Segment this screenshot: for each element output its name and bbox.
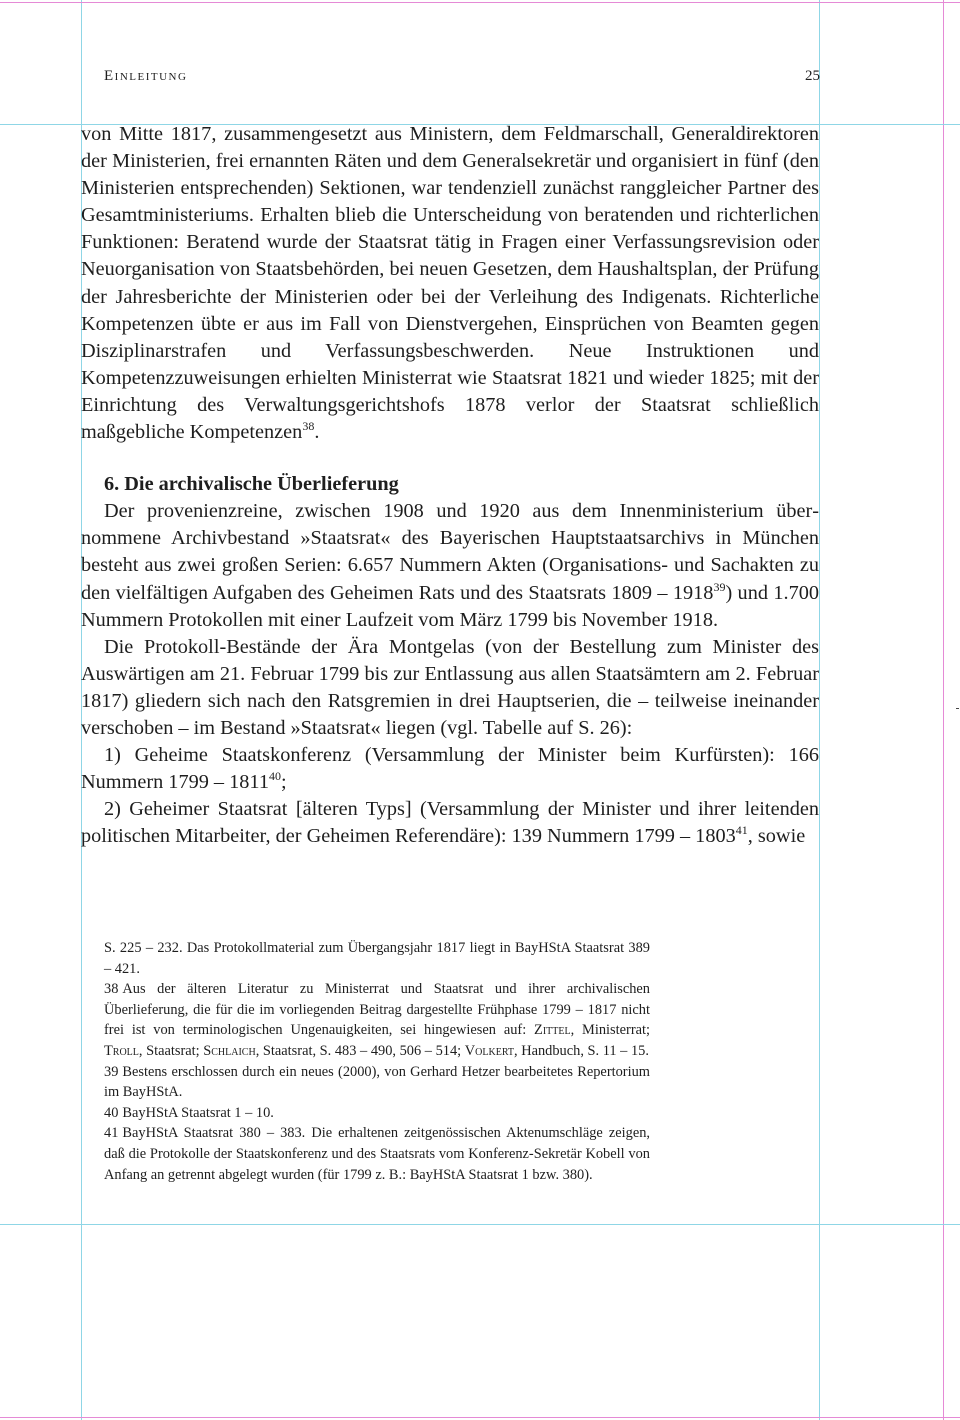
- section-heading: 6. Die archivalische Überlieferung: [104, 473, 399, 496]
- main-text: [81, 121, 819, 850]
- body-paragraph: Die Protokoll-Bestände der Ära Montgelas (von der Bestellung zum Minister des Auswärtigen am 21. Februar 1799 bis zur Entlassung aus allen Staatsämtern am 2. Februar 1817) gliedern sich nach den Ratsgremien in drei Hauptserien, die – teilweise ineinander verschoben – im Bestand »Staatsrat« liegen (vgl. Tabelle auf S. 26):: [81, 635, 819, 739]
- footnotes: [104, 938, 650, 1185]
- body-paragraph: von Mitte 1817, zusammengesetzt aus Ministern, dem Feldmarschall, Generaldirektoren der Ministerien, frei ernannten Räten und dem Generalsekretär und organisiert in fünf (den Ministerien entsprechenden) Sektionen, war tendenziell zunächst ranggleicher Partner des Gesamtministeriums. Erhalten blieb die Unterscheidung von beratenden und richterlichen Funktionen: Beratend wurde der Staatsrat tätig in Fragen einer Verfassungsrevision oder Neuorganisation von Staatsbehörden, bei neuen Gesetzen, dem Haushaltsplan, der Prüfung der Jahresberichte der Ministerien oder bei der Verleihung des Indigenats. Richterliche Kompetenzen übte er aus im Fall von Dienstvergehen, Einsprüchen von Beamten gegen Disziplinarstrafen und Verfassungsbeschwerden. Neue Instruktionen und Kompetenzzuweisungen erhielten Ministerrat wie Staatsrat 1821 und wieder 1825; mit der Einrichtung des Verwaltungsgerichtshofs 1878 verlor der Staatsrat schließlich maßgebliche Kompetenzen$^{38}$.: [81, 123, 819, 444]
- page-top-edge: [0, 2, 960, 3]
- footnote-41: 41 BayHStA Staatsrat 380 – 383. Die erhaltenen zeitgenössischen Aktenumschläge zeigen, daß die Protokolle der Staatskonferenz und des Staatsrats vom Konferenz-Sekretär Kobell von Anfang an getrennt abgelegt wurden (für 1799 z. B.: BayHStA Staatsrat 1 bzw. 380).: [104, 1125, 650, 1183]
- page-bottom-edge: [0, 1417, 960, 1418]
- footnote-ref-39[interactable]: 39: [713, 579, 726, 594]
- body-paragraph: Der provenienzreine, zwischen 1908 und 1920 aus dem Innenministerium übernommene Archivbestand »Staatsrat« des Bayerischen Hauptstaatsarchivs in München besteht aus zwei großen Serien: 6.657 Nummern Akten (Organisations- und Sachakten zu den vielfältigen Aufgaben des Geheimen Rats und des Staatsrats 1809 – 1918$^{39}$) und 1.700 Nummern Protokollen mit einer Laufzeit vom März 1799 bis November 1918.: [81, 500, 819, 631]
- bottom-margin-guide: [0, 1224, 960, 1225]
- footnote-ref-38[interactable]: 38: [302, 419, 315, 434]
- footnote-38: 38 Aus der älteren Literatur zu Ministerrat und Staatsrat und ihrer archivalischen Überlieferung, die für die im vorliegenden Beitrag dargestellte Frühphase 1799 – 1817 nicht frei ist von terminologischen Ungenauigkeiten, sei hingewiesen auf: Zittel, Ministerrat; Troll, Staatsrat; Schlaich, Staatsrat, S. 483 – 490, 506 – 514; Volkert, Handbuch, S. 11 – 15.: [104, 981, 650, 1059]
- footnote-ref-40[interactable]: 40: [268, 769, 281, 784]
- crop-mark: [956, 708, 959, 709]
- page-number: 25: [805, 68, 820, 84]
- footnote-ref-41[interactable]: 41: [735, 823, 748, 838]
- running-head: [104, 68, 820, 90]
- list-item: 1) Geheime Staatskonferenz (Versammlung der Minister beim Kurfürsten): 166 Nummern 1799 – 1811$^{40}$;: [81, 744, 819, 794]
- footnote-40: 40 BayHStA Staatsrat 1 – 10.: [104, 1104, 274, 1121]
- list-item: 2) Geheimer Staatsrat [älteren Typs] (Versammlung der Minister und ihrer leitenden politischen Mitarbeiter, der Geheimen Referendäre): 139 Nummern 1799 – 1803$^{41}$, sowie: [81, 798, 819, 848]
- bleed-edge-guide: [943, 0, 944, 1420]
- running-head-title: Einleitung: [104, 68, 188, 84]
- right-margin-guide: [819, 0, 820, 1420]
- footnote-39: 39 Bestens erschlossen durch ein neues (2000), von Gerhard Hetzer bearbeitetes Repertorium im BayHStA.: [104, 1063, 650, 1101]
- footnote-continued: S. 225 – 232. Das Protokollmaterial zum Übergangsjahr 1817 liegt in BayHStA Staatsrat 389 – 421.: [104, 940, 650, 977]
